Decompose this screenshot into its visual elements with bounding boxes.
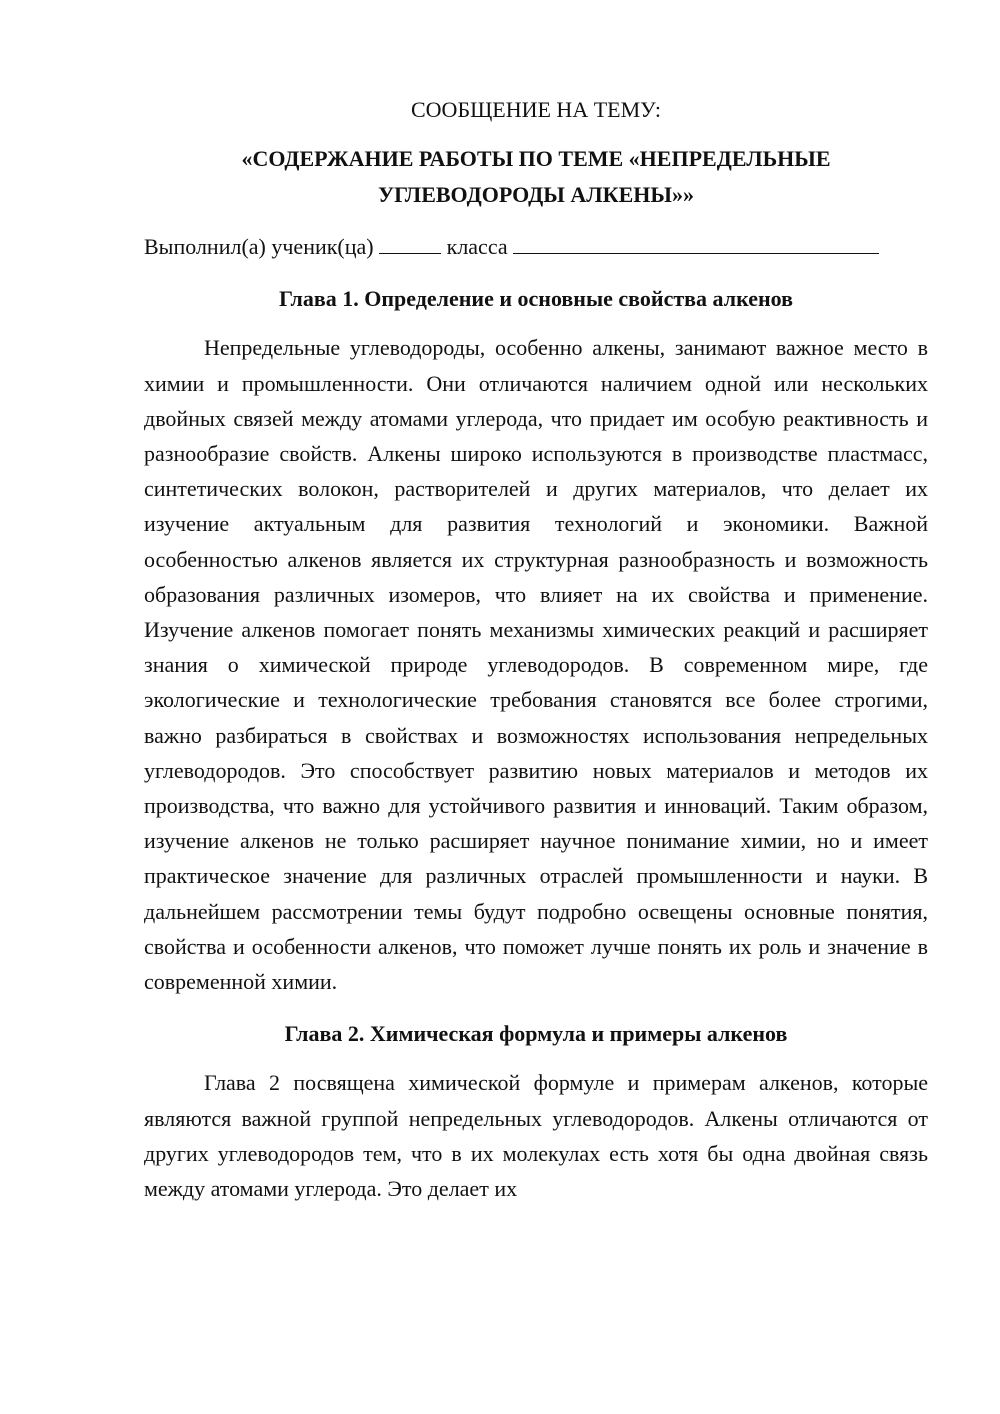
- chapter-1-heading: Глава 1. Определение и основные свойства алкенов: [279, 286, 793, 312]
- title-line-2: УГЛЕВОДОРОДЫ АЛКЕНЫ»»: [377, 182, 694, 207]
- chapter-2-heading: Глава 2. Химическая формула и примеры алкенов: [284, 1021, 788, 1047]
- class-blank-field: [513, 231, 879, 254]
- title-line-1: «СОДЕРЖАНИЕ РАБОТЫ ПО ТЕМЕ «НЕПРЕДЕЛЬНЫЕ: [241, 146, 831, 171]
- author-line: [144, 229, 928, 264]
- class-label: класса: [446, 234, 508, 259]
- document-title: [144, 141, 928, 213]
- chapter-2-paragraph: Глава 2 посвящена химической формуле и примерам алкенов, которые являются важной группой непредельных углеводородов. Алкены отличаются от других углеводородов тем, что в их молекулах есть хотя бы одна двойная связь между атомами углерода. Это делает их: [144, 1070, 928, 1202]
- subject-label: СООБЩЕНИЕ НА ТЕМУ:: [411, 97, 661, 122]
- grade-blank-field: [379, 231, 441, 254]
- performed-by-label: Выполнил(а) ученик(ца): [144, 234, 374, 259]
- document-page: [144, 92, 928, 1206]
- chapter-1-paragraph: Непредельные углеводороды, особенно алкены, занимают важное место в химии и промышленности. Они отличаются наличием одной или нескольких двойных связей между атомами углерода, что придает им особую реактивность и разнообразие свойств. Алкены широко используются в производстве пластмасс, синтетических волокон, растворителей и других материалов, что делает их изучение актуальным для развития технологий и экономики. Важной особенностью алкенов является их структурная разнообразность и возможность образования различных изомеров, что влияет на их свойства и применение. Изучение алкенов помогает понять механизмы химических реакций и расширяет знания о химической природе углеводородов. В современном мире, где экологические и технологические требования становятся все более строгими, важно разбираться в свойствах и возможностях использования непредельных углеводородов. Это способствует развитию новых материалов и методов их производства, что важно для устойчивого развития и инноваций. Таким образом, изучение алкенов не только расширяет научное понимание химии, но и имеет практическое значение для различных отраслей промышленности и науки. В дальнейшем рассмотрении темы будут подробно освещены основные понятия, свойства и особенности алкенов, что поможет лучше понять их роль и значение в современной химии.: [144, 335, 928, 995]
